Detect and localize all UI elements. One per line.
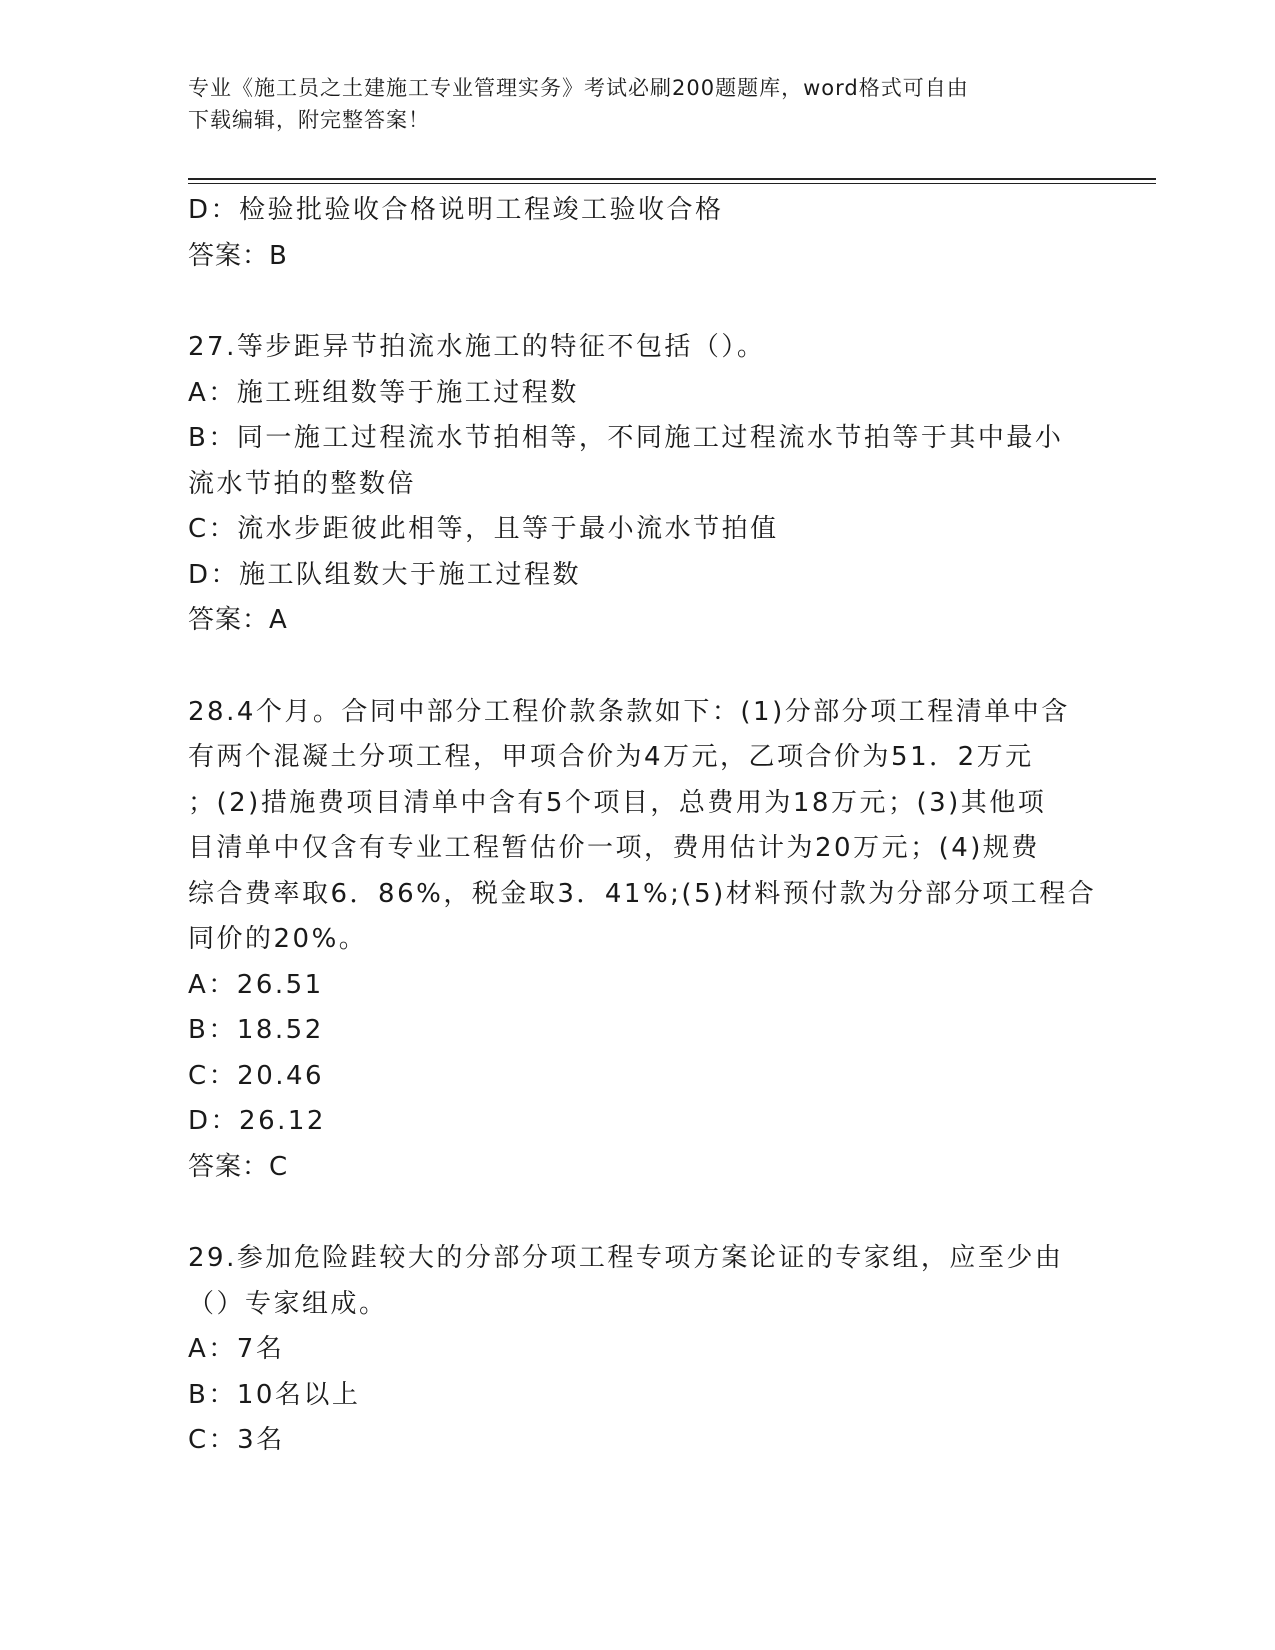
question-content bbox=[188, 188, 1097, 1464]
option-a: A：26.51 bbox=[188, 969, 324, 1000]
header-line-2: 下载编辑，附完整答案！ bbox=[188, 108, 430, 132]
option-d: D：施工队组数大于施工过程数 bbox=[188, 559, 582, 590]
option-c: C：流水步距彼此相等，且等于最小流水节拍值 bbox=[188, 514, 779, 544]
option-d: D：26.12 bbox=[188, 1106, 326, 1136]
header-line-1: 专业《施工员之土建施工专业管理实务》考试必刷200题题库，word格式可自由 bbox=[188, 76, 969, 100]
question-stem-line-1: 28.4个月。合同中部分工程价款条款如下：(1)分部分项工程清单中含 bbox=[188, 696, 1070, 727]
question-stem-line-1: 29.参加危险跬较大的分部分项工程专项方案论证的专家组，应至少由 bbox=[188, 1243, 1064, 1273]
option-a: A：施工班组数等于施工过程数 bbox=[188, 377, 579, 408]
answer: 答案：A bbox=[188, 605, 288, 635]
question-27 bbox=[188, 325, 1088, 644]
prev-option-d: D：检验批验收合格说明工程竣工验收合格 bbox=[188, 195, 724, 225]
option-c: C：3名 bbox=[188, 1425, 285, 1455]
spacer bbox=[188, 279, 1088, 325]
answer: 答案：C bbox=[188, 1151, 289, 1182]
header-divider-thin bbox=[188, 183, 1156, 184]
question-stem-line-2: 有两个混凝土分项工程，甲项合价为4万元，乙项合价为51．2万元 bbox=[188, 742, 1034, 772]
option-b bbox=[188, 416, 1088, 507]
spacer bbox=[188, 1190, 1088, 1236]
option-b: B：10名以上 bbox=[188, 1379, 361, 1410]
question-stem-line-5: 综合费率取6．86%，税金取3．41%;(5)材料预付款为分部分项工程合 bbox=[188, 878, 1097, 909]
question-28 bbox=[188, 690, 1097, 1191]
option-b-line-1: B：同一施工过程流水节拍相等，不同施工过程流水节拍等于其中最小 bbox=[188, 423, 1064, 453]
question-stem-line-4: 目清单中仅含有专业工程暂估价一项，费用估计为20万元；(4)规费 bbox=[188, 833, 1040, 863]
question-stem-line-6: 同价的20%。 bbox=[188, 924, 368, 954]
option-a: A：7名 bbox=[188, 1334, 285, 1364]
option-c: C：20.46 bbox=[188, 1060, 325, 1091]
spacer bbox=[188, 644, 1088, 690]
question-stem-line-2: （）专家组成。 bbox=[188, 1288, 388, 1319]
option-b-line-2: 流水节拍的整数倍 bbox=[188, 468, 417, 499]
question-stem: 27.等步距异节拍流水施工的特征不包括（）。 bbox=[188, 332, 766, 362]
option-b: B：18.52 bbox=[188, 1015, 324, 1045]
prev-answer: 答案：B bbox=[188, 240, 288, 271]
question-stem-line-3: ；(2)措施费项目清单中含有5个项目，总费用为18万元；(3)其他项 bbox=[188, 787, 1047, 818]
question-29 bbox=[188, 1236, 1088, 1464]
document-header bbox=[188, 72, 1088, 136]
header-divider-thick bbox=[188, 178, 1156, 180]
